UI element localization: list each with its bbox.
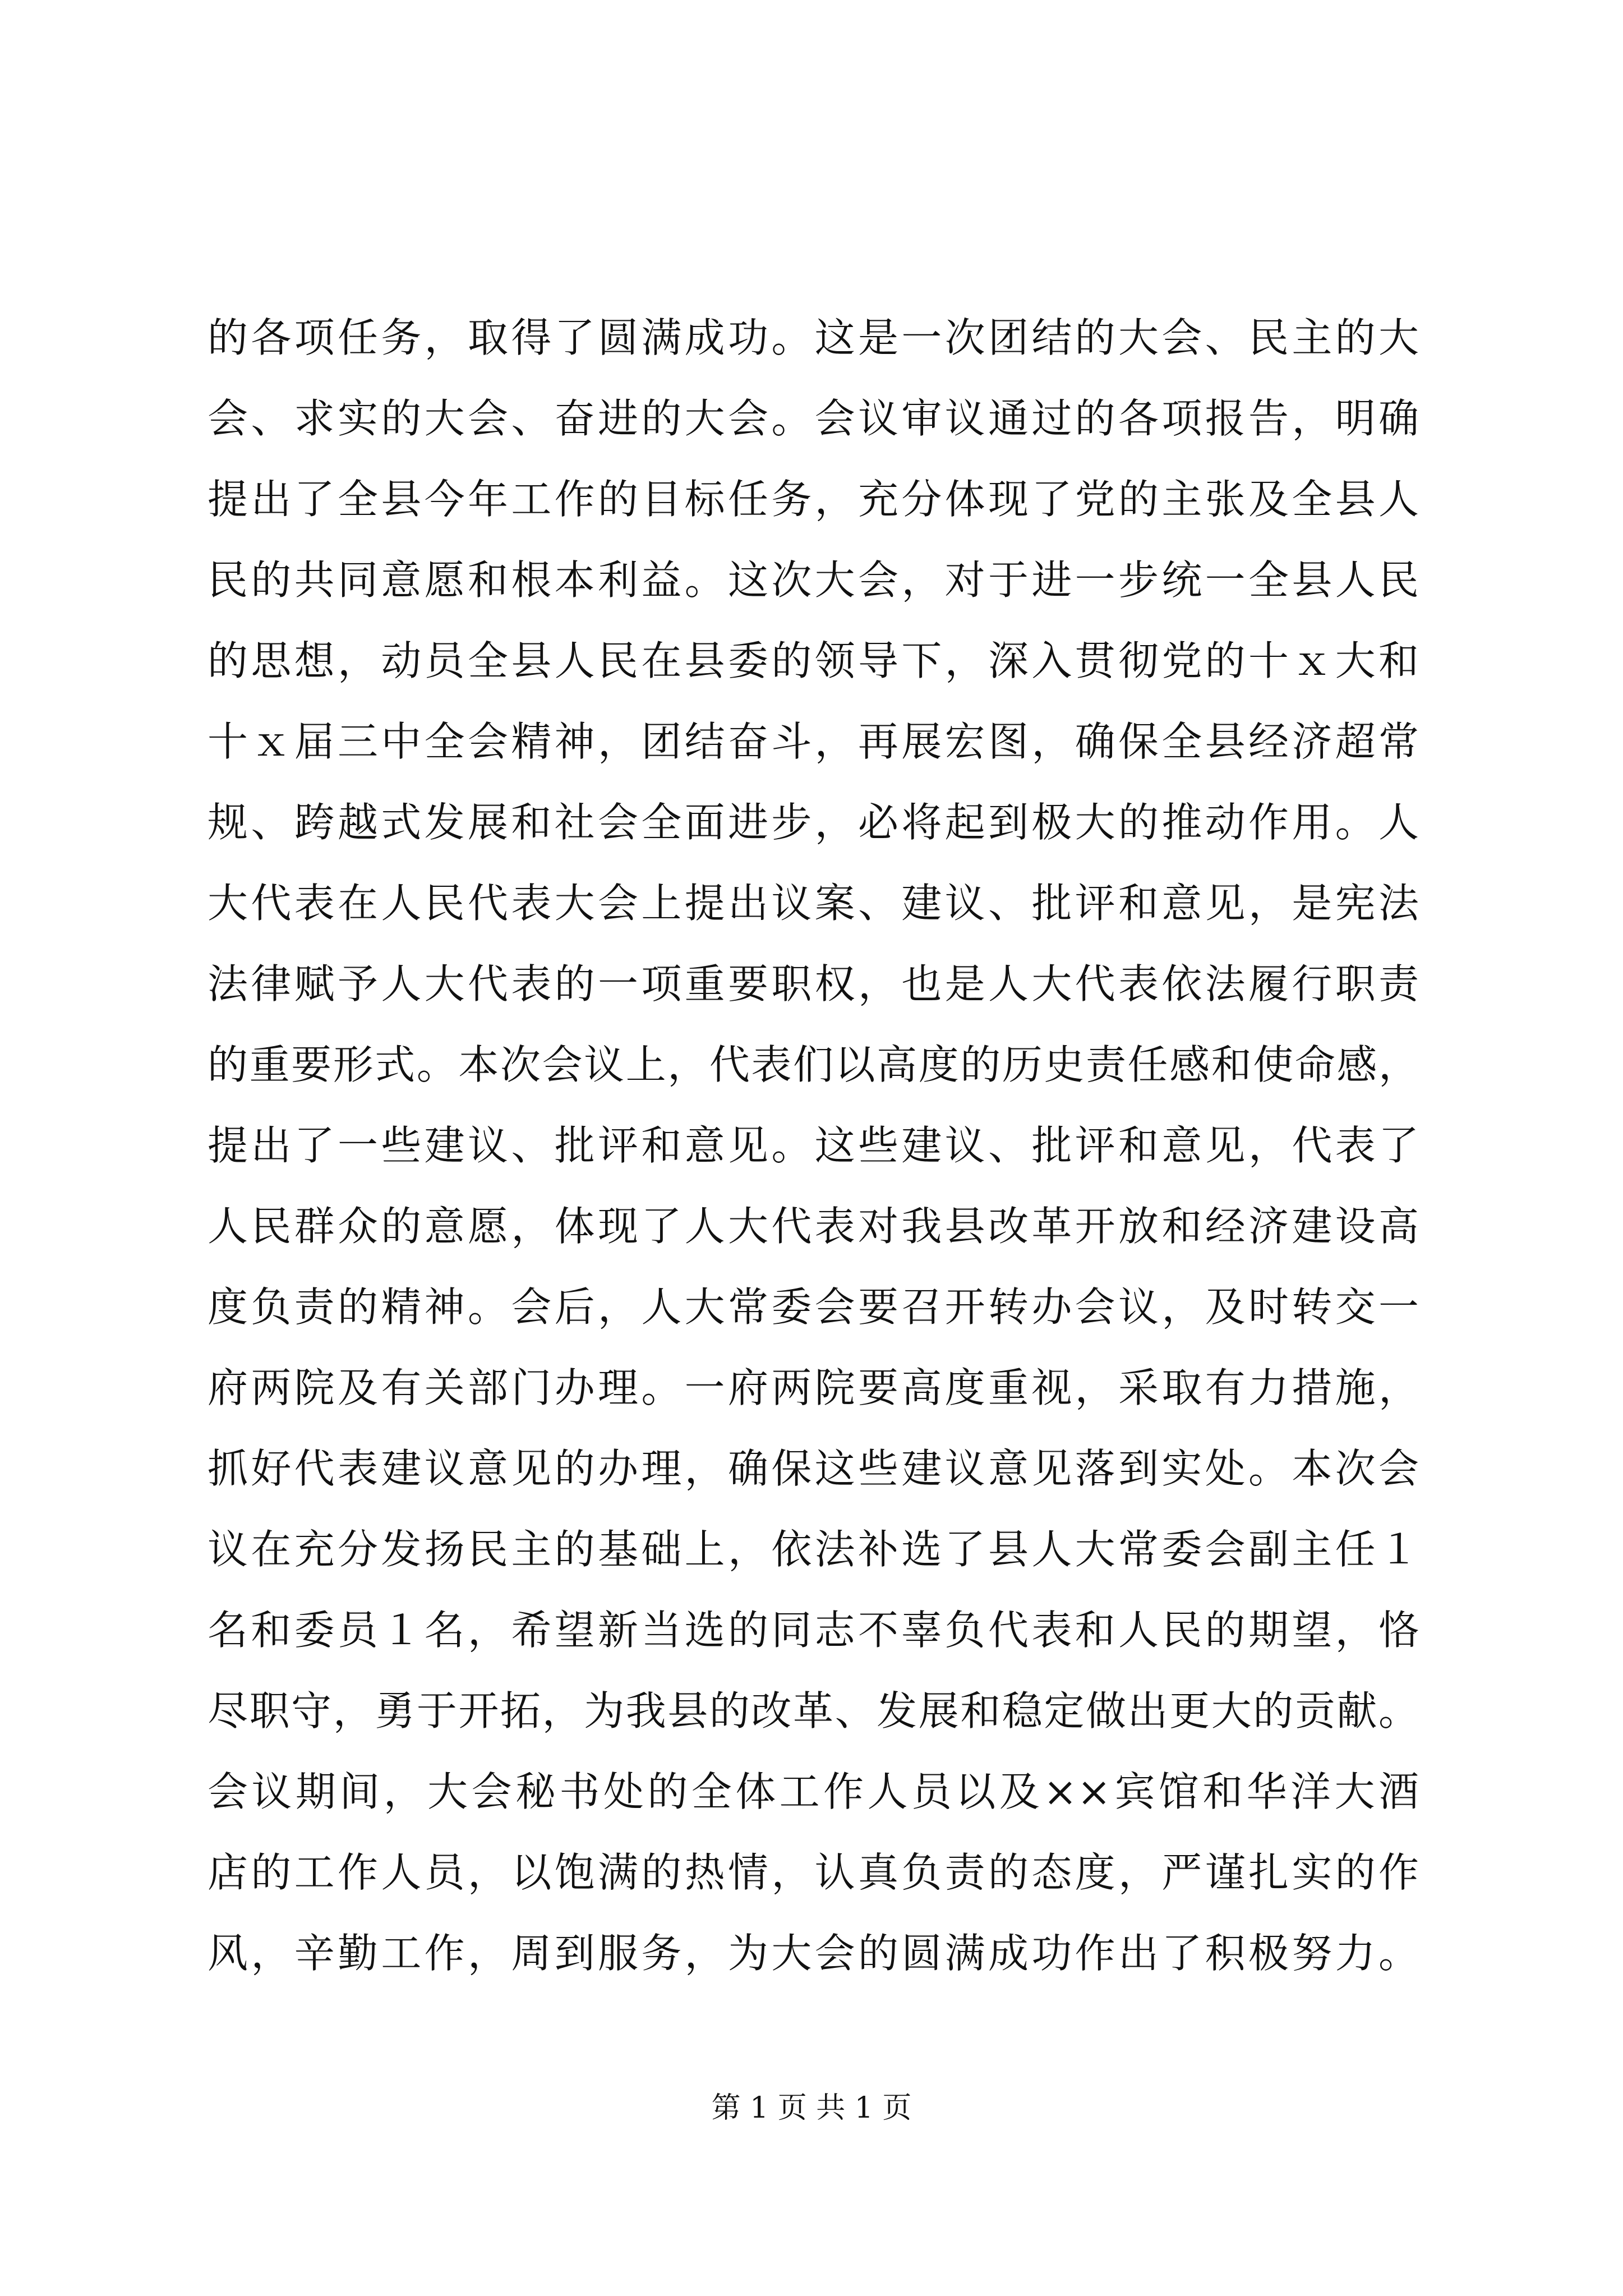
- text-line-1: 的各项任务，取得了圆满成功。这是一次团结的大会、民主的大: [208, 314, 1419, 361]
- text-line-5: 的思想，动员全县人民在县委的领导下，深入贯彻党的十ｘ大和: [208, 637, 1419, 684]
- text-line-7: 规、跨越式发展和社会全面进步，必将起到极大的推动作用。人: [208, 799, 1419, 846]
- text-line-18: 尽职守，勇于开拓，为我县的改革、发展和稳定做出更大的贡献。: [208, 1687, 1419, 1734]
- text-line-21: 风，辛勤工作，周到服务，为大会的圆满成功作出了积极努力。: [208, 1930, 1419, 1977]
- text-line-6: 十ｘ届三中全会精神，团结奋斗，再展宏图，确保全县经济超常: [208, 718, 1419, 765]
- text-line-2: 会、求实的大会、奋进的大会。会议审议通过的各项报告，明确: [208, 395, 1419, 442]
- text-line-16: 议在充分发扬民主的基础上，依法补选了县人大常委会副主任１: [208, 1526, 1419, 1573]
- page-footer: 第 1 页 共 1 页: [711, 2091, 912, 2125]
- text-line-13: 度负责的精神。会后，人大常委会要召开转办会议，及时转交一: [208, 1283, 1419, 1331]
- text-line-15: 抓好代表建议意见的办理，确保这些建议意见落到实处。本次会: [208, 1445, 1419, 1492]
- body-text: [208, 297, 1419, 1994]
- text-line-8: 大代表在人民代表大会上提出议案、建议、批评和意见，是宪法: [208, 880, 1419, 927]
- text-line-9: 法律赋予人大代表的一项重要职权，也是人大代表依法履行职责: [208, 960, 1419, 1007]
- text-line-14: 府两院及有关部门办理。一府两院要高度重视，采取有力措施，: [208, 1364, 1419, 1411]
- text-line-17: 名和委员１名，希望新当选的同志不辜负代表和人民的期望，恪: [208, 1607, 1419, 1654]
- text-line-12: 人民群众的意愿，体现了人大代表对我县改革开放和经济建设高: [208, 1203, 1419, 1250]
- text-line-11: 提出了一些建议、批评和意见。这些建议、批评和意见，代表了: [208, 1122, 1419, 1169]
- text-line-20: 店的工作人员，以饱满的热情，认真负责的态度，严谨扎实的作: [208, 1849, 1419, 1896]
- text-line-4: 民的共同意愿和根本利益。这次大会，对于进一步统一全县人民: [208, 556, 1419, 604]
- text-line-10: 的重要形式。本次会议上，代表们以高度的历史责任感和使命感，: [208, 1041, 1419, 1088]
- text-line-3: 提出了全县今年工作的目标任务，充分体现了党的主张及全县人: [208, 476, 1419, 523]
- text-line-19: 会议期间，大会秘书处的全体工作人员以及××宾馆和华洋大酒: [208, 1768, 1419, 1815]
